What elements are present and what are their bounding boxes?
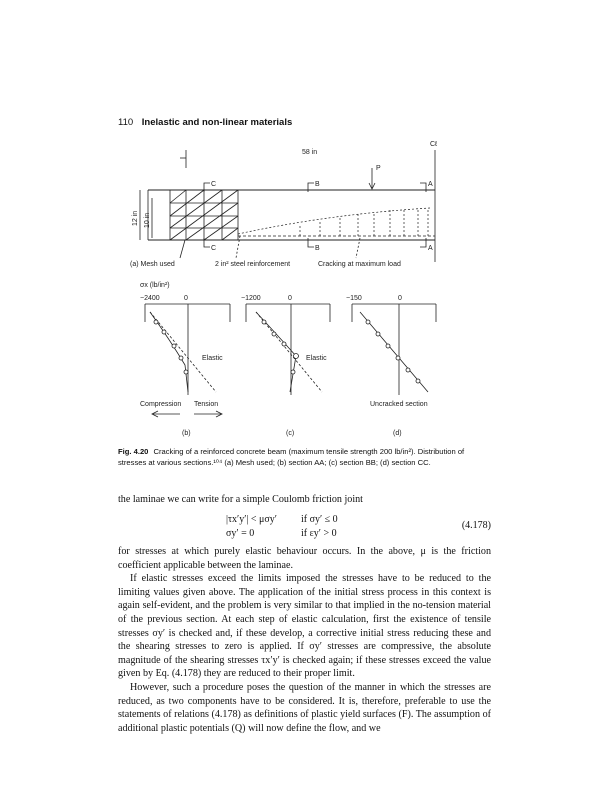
- caption-text: Cracking of a reinforced concrete beam (maximum tensile strength 200 lb/in²). Distribution of stresses at various sections.¹⁰⁴ (a) Mesh used; (b) section AA; (c) section BB; (d) section CC.: [118, 447, 465, 467]
- chapter-title: Inelastic and non-linear materials: [141, 117, 293, 128]
- paragraph-2: If elastic stresses exceed the limits imposed the stresses have to be reduced to the limiting values given above. The application of the initial stress process in this context is again self-evident, and the problem is very similar to that implied in the no-tension material of the previous section. At each step of elastic calculation, first the existence of tensile stresses σy′ is checked and, if these develop, a corrective initial stress reducing these and the shearing stresses to zero is applied. If σy′ stresses are compressive, the absolute magnitude of the shearing stresses τx′y′ is checked again; if these stresses exceed the value given by Eq. (4.178) they are reduced to their proper limit.: [118, 573, 491, 680]
- beam-panel: [140, 150, 435, 262]
- figure-caption: [118, 447, 490, 468]
- section-mark-c-top: C: [211, 181, 217, 188]
- paragraph-3: However, such a procedure poses the question of the manner in which the stresses are reduced, as two components have to be considered. It is, therefore, preferable to use the statements of relations (4.178) as definitions of plastic yield surfaces (F). The assumption of additional plastic potentials (Q) will now define the flow, and we: [118, 681, 491, 734]
- section-mark-c-bottom: C: [211, 245, 217, 252]
- equation-number: (4.178): [461, 520, 491, 531]
- cracking-label: Cracking at maximum load: [318, 261, 401, 268]
- stress-axis-label: σx (lb/in²): [140, 282, 170, 289]
- panel-c-label: (c): [286, 430, 295, 437]
- equation-4-178: [118, 514, 491, 542]
- tension-label: Tension: [194, 401, 219, 408]
- stress-panel-d: [352, 304, 436, 395]
- panel-c-tick-min: −1200: [241, 295, 261, 302]
- panel-b-elastic-label: Elastic: [202, 355, 223, 362]
- section-mark-a-top: A: [428, 181, 433, 188]
- panel-c-elastic-label: Elastic: [306, 355, 327, 362]
- centerline-label: Cℓ: [430, 141, 438, 148]
- equation-line1-left: |τx′y′| < μσy′: [226, 514, 277, 525]
- page-number: 110: [118, 117, 134, 128]
- section-mark-b-top: B: [315, 181, 320, 188]
- panel-d-label: (d): [393, 430, 402, 437]
- span-label: 58 in: [302, 149, 318, 156]
- panel-a-label: (a) Mesh used: [130, 261, 175, 268]
- reinforcement-label: 2 in² steel reinforcement: [215, 261, 291, 268]
- section-mark-a-bottom: A: [428, 245, 433, 252]
- equation-line2-left: σy′ = 0: [226, 528, 255, 539]
- body-text: [118, 545, 491, 735]
- equation-line2-condition: if εy′ > 0: [301, 528, 337, 539]
- legend-arrows: [152, 411, 222, 417]
- panel-d-tick-min: −150: [346, 295, 362, 302]
- panel-b-tick-min: −2400: [140, 295, 160, 302]
- lead-in-text: the laminae we can write for a simple Coulomb friction joint: [118, 494, 363, 505]
- panel-c-tick-zero: 0: [288, 295, 292, 302]
- panel-b-tick-zero: 0: [184, 295, 188, 302]
- equation-line1-condition: if σy′ ≤ 0: [301, 514, 338, 525]
- height-label: 12 in: [132, 210, 139, 226]
- paragraph-1: for stresses at which purely elastic behaviour occurs. In the above, μ is the friction coefficient applicable between the laminae.: [118, 546, 491, 571]
- section-mark-b-bottom: B: [315, 245, 320, 252]
- stress-panel-b: [145, 304, 230, 395]
- compression-label: Compression: [140, 401, 182, 408]
- panel-d-tick-zero: 0: [398, 295, 402, 302]
- depth-label: 10 in: [144, 212, 151, 228]
- load-label: P: [376, 165, 381, 172]
- lead-in-paragraph: [118, 493, 491, 507]
- beam-labels: [130, 141, 438, 268]
- uncracked-section-label: Uncracked section: [370, 401, 428, 408]
- stress-panel-c: [246, 304, 330, 395]
- caption-label: Fig. 4.20: [118, 447, 149, 456]
- panel-b-label: (b): [182, 430, 191, 437]
